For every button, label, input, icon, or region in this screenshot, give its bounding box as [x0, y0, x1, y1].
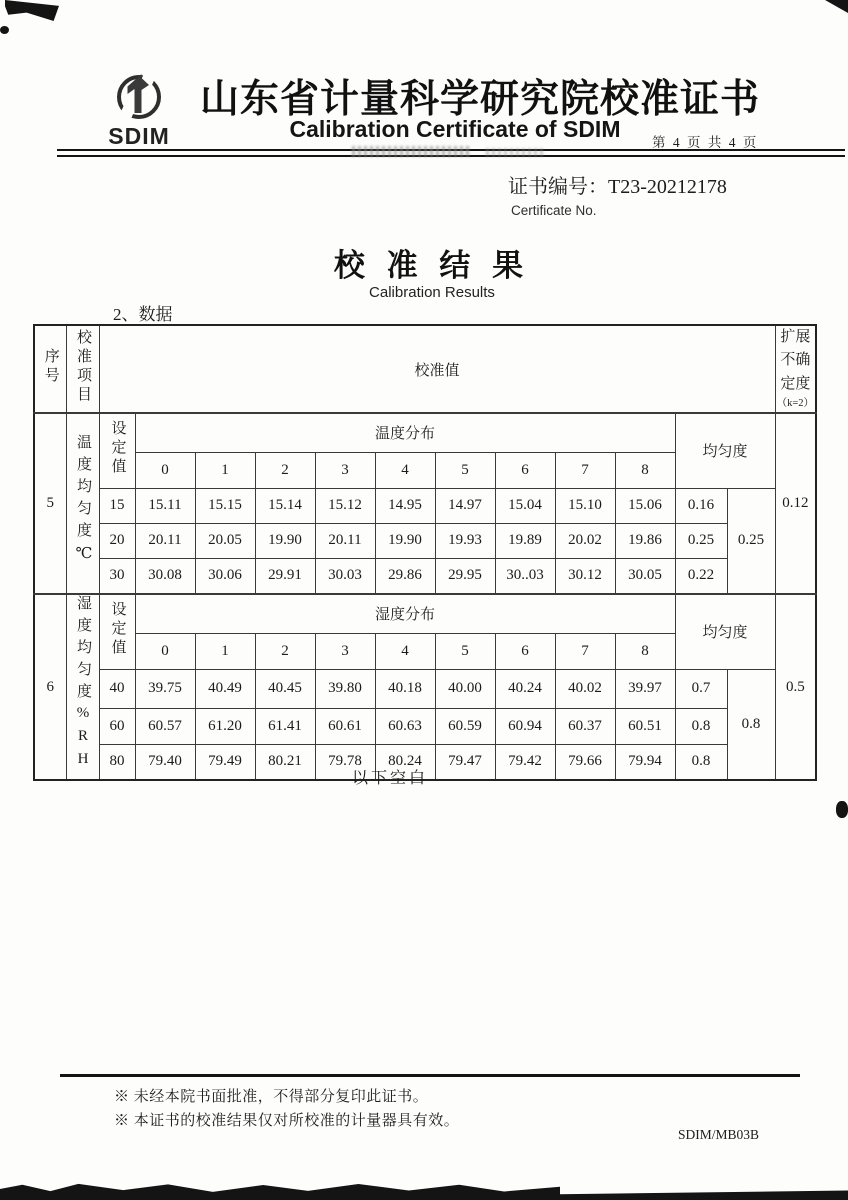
- measured-value: 60.57: [135, 708, 195, 744]
- form-number: SDIM/MB03B: [678, 1127, 760, 1142]
- set-value: 15: [99, 488, 135, 523]
- uniformity-label: 均匀度: [675, 594, 775, 669]
- uncertainty-value: 0.12: [775, 413, 816, 594]
- uniformity-row-value: 0.8: [675, 744, 727, 780]
- measured-value: 79.42: [495, 744, 555, 780]
- seq-cell: 6: [34, 594, 66, 780]
- measured-value: 79.47: [435, 744, 495, 780]
- measured-value: 30..03: [495, 558, 555, 594]
- set-value: 60: [99, 708, 135, 744]
- certificate-number-label: 证书编号：: [508, 176, 608, 198]
- measured-value: 79.78: [315, 744, 375, 780]
- set-label-cell: [99, 594, 135, 669]
- set-label-text: 设定值: [109, 600, 126, 658]
- header-uncertainty-text: 扩展不确定度: [780, 329, 811, 392]
- point-label: 6: [495, 633, 555, 669]
- measured-value: 79.66: [555, 744, 615, 780]
- point-label: 0: [135, 633, 195, 669]
- measured-value: 29.95: [435, 558, 495, 594]
- point-label: 8: [615, 452, 675, 488]
- item-cell-text: 湿度均匀度%RH: [75, 595, 91, 775]
- stamp-smudge: [486, 148, 544, 157]
- measured-value: 40.49: [195, 669, 255, 708]
- uncertainty-value: 0.5: [775, 594, 816, 780]
- header-seq-text: 序号: [42, 347, 59, 386]
- calibration-results-table: [33, 324, 817, 781]
- item-cell: [66, 594, 99, 780]
- measured-value: 15.06: [615, 488, 675, 523]
- point-label: 1: [195, 633, 255, 669]
- distribution-label: 温度分布: [135, 413, 675, 452]
- scan-artifact: [836, 801, 848, 818]
- measured-value: 39.80: [315, 669, 375, 708]
- measured-value: 30.05: [615, 558, 675, 594]
- measured-value: 30.03: [315, 558, 375, 594]
- measured-value: 39.97: [615, 669, 675, 708]
- point-label: 4: [375, 633, 435, 669]
- measured-value: 79.94: [615, 744, 675, 780]
- measured-value: 40.00: [435, 669, 495, 708]
- item-cell: [66, 413, 99, 594]
- header-uncertainty-k: （k=2）: [776, 397, 815, 409]
- stamp-smudge: [352, 146, 470, 157]
- measured-value: 60.94: [495, 708, 555, 744]
- seq-cell: 5: [34, 413, 66, 594]
- measured-value: 40.24: [495, 669, 555, 708]
- measured-value: 80.24: [375, 744, 435, 780]
- measured-value: 19.90: [255, 523, 315, 558]
- measured-value: 20.02: [555, 523, 615, 558]
- measured-value: 60.59: [435, 708, 495, 744]
- point-label: 5: [435, 452, 495, 488]
- data-section-label: 2、数据: [113, 305, 173, 324]
- point-label: 3: [315, 633, 375, 669]
- uniformity-row-value: 0.16: [675, 488, 727, 523]
- measured-value: 15.14: [255, 488, 315, 523]
- point-label: 2: [255, 633, 315, 669]
- measured-value: 20.11: [315, 523, 375, 558]
- set-label-text: 设定值: [109, 419, 126, 477]
- measured-value: 79.49: [195, 744, 255, 780]
- measured-value: 30.08: [135, 558, 195, 594]
- certificate-number-caption: Certificate No.: [511, 203, 597, 218]
- point-label: 8: [615, 633, 675, 669]
- uniformity-row-value: 0.25: [675, 523, 727, 558]
- measured-value: 19.89: [495, 523, 555, 558]
- header-seq: [34, 325, 66, 413]
- measured-value: 40.02: [555, 669, 615, 708]
- measured-value: 80.21: [255, 744, 315, 780]
- measured-value: 15.15: [195, 488, 255, 523]
- measured-value: 14.97: [435, 488, 495, 523]
- measured-value: 60.63: [375, 708, 435, 744]
- measured-value: 79.40: [135, 744, 195, 780]
- page-number: 第 4 页 共 4 页: [652, 135, 759, 150]
- distribution-label: 湿度分布: [135, 594, 675, 633]
- results-title-en: Calibration Results: [369, 284, 495, 301]
- certificate-number-value: T23-20212178: [608, 176, 727, 198]
- scan-artifact: [540, 1190, 848, 1200]
- set-value: 40: [99, 669, 135, 708]
- measured-value: 39.75: [135, 669, 195, 708]
- point-label: 5: [435, 633, 495, 669]
- scan-artifact: [0, 1183, 560, 1200]
- point-label: 4: [375, 452, 435, 488]
- point-label: 1: [195, 452, 255, 488]
- header-value: 校准值: [99, 325, 775, 413]
- measured-value: 20.05: [195, 523, 255, 558]
- measured-value: 19.90: [375, 523, 435, 558]
- measured-value: 61.41: [255, 708, 315, 744]
- point-label: 0: [135, 452, 195, 488]
- measured-value: 19.86: [615, 523, 675, 558]
- set-label-cell: [99, 413, 135, 488]
- header-item: [66, 325, 99, 413]
- footer-divider: [60, 1074, 800, 1077]
- footer-note-1: ※ 未经本院书面批准，不得部分复印此证书。: [114, 1089, 429, 1105]
- footer-note-2: ※ 本证书的校准结果仅对所校准的计量器具有效。: [114, 1113, 460, 1129]
- measured-value: 30.12: [555, 558, 615, 594]
- uniformity-max-value: 0.8: [727, 669, 775, 780]
- measured-value: 40.45: [255, 669, 315, 708]
- measured-value: 60.51: [615, 708, 675, 744]
- uniformity-max-value: 0.25: [727, 488, 775, 594]
- logo-text: SDIM: [108, 123, 170, 149]
- uniformity-label: 均匀度: [675, 413, 775, 488]
- certificate-title-en: Calibration Certificate of SDIM: [289, 116, 621, 142]
- point-label: 7: [555, 633, 615, 669]
- measured-value: 15.10: [555, 488, 615, 523]
- point-label: 3: [315, 452, 375, 488]
- set-value: 30: [99, 558, 135, 594]
- measured-value: 60.61: [315, 708, 375, 744]
- set-value: 20: [99, 523, 135, 558]
- header-uncertainty: [775, 325, 816, 413]
- uniformity-row-value: 0.7: [675, 669, 727, 708]
- sdim-logo: [100, 70, 178, 150]
- measured-value: 20.11: [135, 523, 195, 558]
- sdim-logo-icon: [100, 70, 178, 122]
- certificate-number-line: [508, 170, 727, 199]
- measured-value: 60.37: [555, 708, 615, 744]
- scan-artifact: [0, 26, 9, 34]
- measured-value: 19.93: [435, 523, 495, 558]
- measured-value: 30.06: [195, 558, 255, 594]
- measured-value: 61.20: [195, 708, 255, 744]
- point-label: 2: [255, 452, 315, 488]
- header-item-text: 校准项目: [75, 328, 91, 405]
- scan-artifact: [820, 0, 848, 13]
- measured-value: 15.11: [135, 488, 195, 523]
- uniformity-row-value: 0.8: [675, 708, 727, 744]
- scan-artifact: [5, 0, 59, 21]
- measured-value: 15.04: [495, 488, 555, 523]
- measured-value: 29.91: [255, 558, 315, 594]
- set-value: 80: [99, 744, 135, 780]
- measured-value: 15.12: [315, 488, 375, 523]
- measured-value: 14.95: [375, 488, 435, 523]
- item-cell-text: 温度均匀度℃: [75, 433, 91, 569]
- point-label: 7: [555, 452, 615, 488]
- below-blank-note: 以下空白: [352, 770, 429, 787]
- results-title-cn: 校 准 结 果: [333, 248, 531, 283]
- measured-value: 40.18: [375, 669, 435, 708]
- point-label: 6: [495, 452, 555, 488]
- measured-value: 29.86: [375, 558, 435, 594]
- certificate-title-cn: 山东省计量科学研究院校准证书: [200, 78, 761, 121]
- uniformity-row-value: 0.22: [675, 558, 727, 594]
